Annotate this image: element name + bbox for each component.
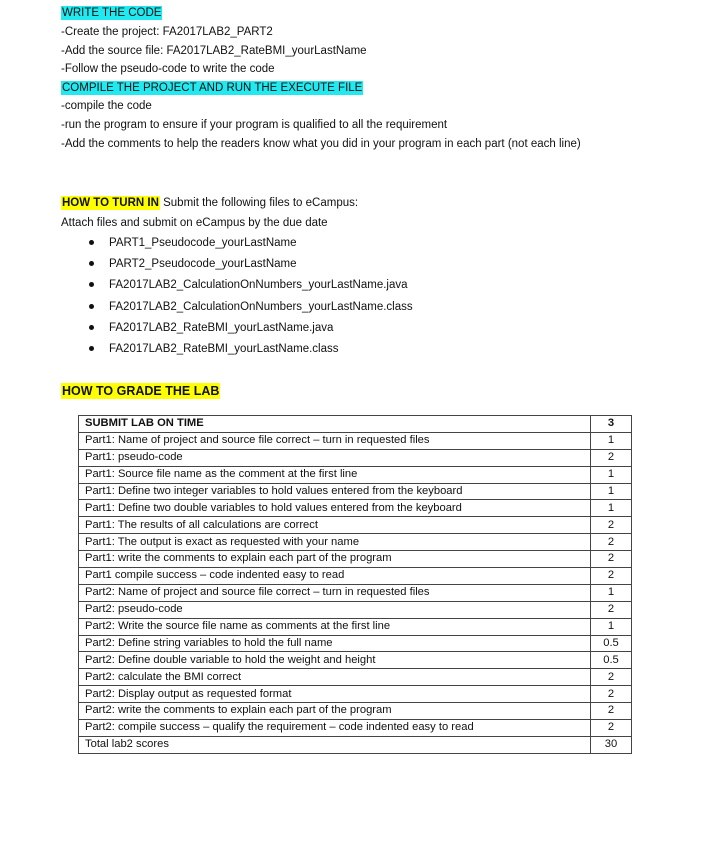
grading-criterion: Part2: Name of project and source file correct – turn in requested files bbox=[79, 584, 591, 601]
grading-table-row bbox=[79, 449, 632, 466]
compile-line: -run the program to ensure if your program is qualified to all the requirement bbox=[61, 119, 448, 131]
grading-table-row bbox=[79, 720, 632, 737]
grading-criterion: Part1: The output is exact as requested with your name bbox=[79, 534, 591, 551]
write-code-line: -Follow the pseudo-code to write the code bbox=[61, 63, 275, 75]
file-name: FA2017LAB2_RateBMI_yourLastName.class bbox=[109, 342, 339, 355]
bullet-icon bbox=[89, 240, 94, 245]
bullet-icon bbox=[89, 346, 94, 351]
write-code-heading-text: WRITE THE CODE bbox=[62, 7, 162, 19]
bullet-icon bbox=[89, 282, 94, 287]
grading-points: 2 bbox=[591, 720, 632, 737]
grading-table-row bbox=[79, 635, 632, 652]
file-list-item bbox=[86, 259, 413, 280]
turn-in-attach: Attach files and submit on eCampus by the due date bbox=[61, 217, 328, 229]
bullet-icon bbox=[89, 325, 94, 330]
grading-table-row bbox=[79, 652, 632, 669]
grading-points: 1 bbox=[591, 466, 632, 483]
grading-criterion: Part1: Define two double variables to hold values entered from the keyboard bbox=[79, 500, 591, 517]
grading-table-row bbox=[79, 686, 632, 703]
write-code-heading bbox=[61, 8, 162, 20]
grading-criterion: Part2: Display output as requested format bbox=[79, 686, 591, 703]
compile-heading bbox=[61, 83, 363, 95]
grading-points: 1 bbox=[591, 483, 632, 500]
grading-criterion: Part2: calculate the BMI correct bbox=[79, 669, 591, 686]
grading-table-row bbox=[79, 669, 632, 686]
grading-criterion: Part2: write the comments to explain each part of the program bbox=[79, 703, 591, 720]
grading-table-row bbox=[79, 584, 632, 601]
file-list-item bbox=[86, 238, 413, 259]
grading-criterion: Part2: pseudo-code bbox=[79, 601, 591, 618]
grading-table-row bbox=[79, 483, 632, 500]
file-list bbox=[86, 238, 413, 365]
write-code-line: -Add the source file: FA2017LAB2_RateBMI_yourLastName bbox=[61, 45, 367, 57]
file-name: FA2017LAB2_CalculationOnNumbers_yourLastName.java bbox=[109, 279, 408, 292]
grading-points: 1 bbox=[591, 618, 632, 635]
grading-criterion: Part2: Define string variables to hold the full name bbox=[79, 635, 591, 652]
grading-table-row bbox=[79, 618, 632, 635]
grading-points: 1 bbox=[591, 500, 632, 517]
grading-table bbox=[78, 415, 632, 754]
grading-table-row bbox=[79, 466, 632, 483]
grading-table-row bbox=[79, 534, 632, 551]
file-name: PART2_Pseudocode_yourLastName bbox=[109, 258, 297, 271]
turn-in-intro: Submit the following files to eCampus: bbox=[159, 197, 359, 209]
grading-criterion: Part2: compile success – qualify the requirement – code indented easy to read bbox=[79, 720, 591, 737]
grading-points: 0.5 bbox=[591, 652, 632, 669]
grading-points: 2 bbox=[591, 568, 632, 585]
file-list-item bbox=[86, 302, 413, 323]
compile-line: -Add the comments to help the readers know what you did in your program in each part (not each line) bbox=[61, 138, 581, 150]
grading-criterion: Total lab2 scores bbox=[79, 736, 591, 753]
grading-table-row bbox=[79, 551, 632, 568]
file-list-item bbox=[86, 344, 413, 365]
grading-criterion: Part1 compile success – code indented easy to read bbox=[79, 568, 591, 585]
grading-criterion: SUBMIT LAB ON TIME bbox=[79, 416, 591, 433]
file-list-item bbox=[86, 323, 413, 344]
grade-heading-text: HOW TO GRADE THE LAB bbox=[62, 384, 220, 398]
grading-points: 2 bbox=[591, 534, 632, 551]
file-name: FA2017LAB2_RateBMI_yourLastName.java bbox=[109, 321, 334, 334]
grading-table-row bbox=[79, 601, 632, 618]
grading-points: 2 bbox=[591, 517, 632, 534]
grading-points: 0.5 bbox=[591, 635, 632, 652]
grading-table-row bbox=[79, 736, 632, 753]
file-name: PART1_Pseudocode_yourLastName bbox=[109, 237, 297, 249]
file-name: FA2017LAB2_CalculationOnNumbers_yourLastName.class bbox=[109, 300, 413, 313]
file-list-item bbox=[86, 280, 413, 301]
grading-points: 2 bbox=[591, 669, 632, 686]
grading-table-row bbox=[79, 703, 632, 720]
grading-points: 1 bbox=[591, 432, 632, 449]
grading-table-row bbox=[79, 517, 632, 534]
turn-in-heading: HOW TO TURN IN bbox=[62, 197, 159, 209]
compile-heading-text: COMPILE THE PROJECT AND RUN THE EXECUTE FILE bbox=[62, 82, 363, 94]
grading-table-row bbox=[79, 500, 632, 517]
grading-points: 2 bbox=[591, 686, 632, 703]
grading-criterion: Part1: Source file name as the comment at the first line bbox=[79, 466, 591, 483]
write-code-line: -Create the project: FA2017LAB2_PART2 bbox=[61, 26, 273, 38]
grading-criterion: Part1: pseudo-code bbox=[79, 449, 591, 466]
grading-criterion: Part1: The results of all calculations are correct bbox=[79, 517, 591, 534]
grading-points: 2 bbox=[591, 551, 632, 568]
grading-criterion: Part1: write the comments to explain each part of the program bbox=[79, 551, 591, 568]
grading-table-row bbox=[79, 568, 632, 585]
grading-table-body bbox=[79, 416, 632, 754]
grading-points: 2 bbox=[591, 703, 632, 720]
grading-criterion: Part2: Define double variable to hold the weight and height bbox=[79, 652, 591, 669]
grading-criterion: Part1: Define two integer variables to hold values entered from the keyboard bbox=[79, 483, 591, 500]
grading-criterion: Part2: Write the source file name as comments at the first line bbox=[79, 618, 591, 635]
bullet-icon bbox=[89, 261, 94, 266]
grade-heading bbox=[61, 385, 220, 398]
grading-points: 1 bbox=[591, 584, 632, 601]
grading-table-row bbox=[79, 432, 632, 449]
bullet-icon bbox=[89, 304, 94, 309]
grading-points: 2 bbox=[591, 449, 632, 466]
compile-line: -compile the code bbox=[61, 100, 152, 112]
turn-in-line bbox=[61, 198, 358, 210]
grading-points: 3 bbox=[591, 416, 632, 433]
grading-criterion: Part1: Name of project and source file correct – turn in requested files bbox=[79, 432, 591, 449]
grading-table-row bbox=[79, 416, 632, 433]
grading-points: 2 bbox=[591, 601, 632, 618]
grading-points: 30 bbox=[591, 736, 632, 753]
